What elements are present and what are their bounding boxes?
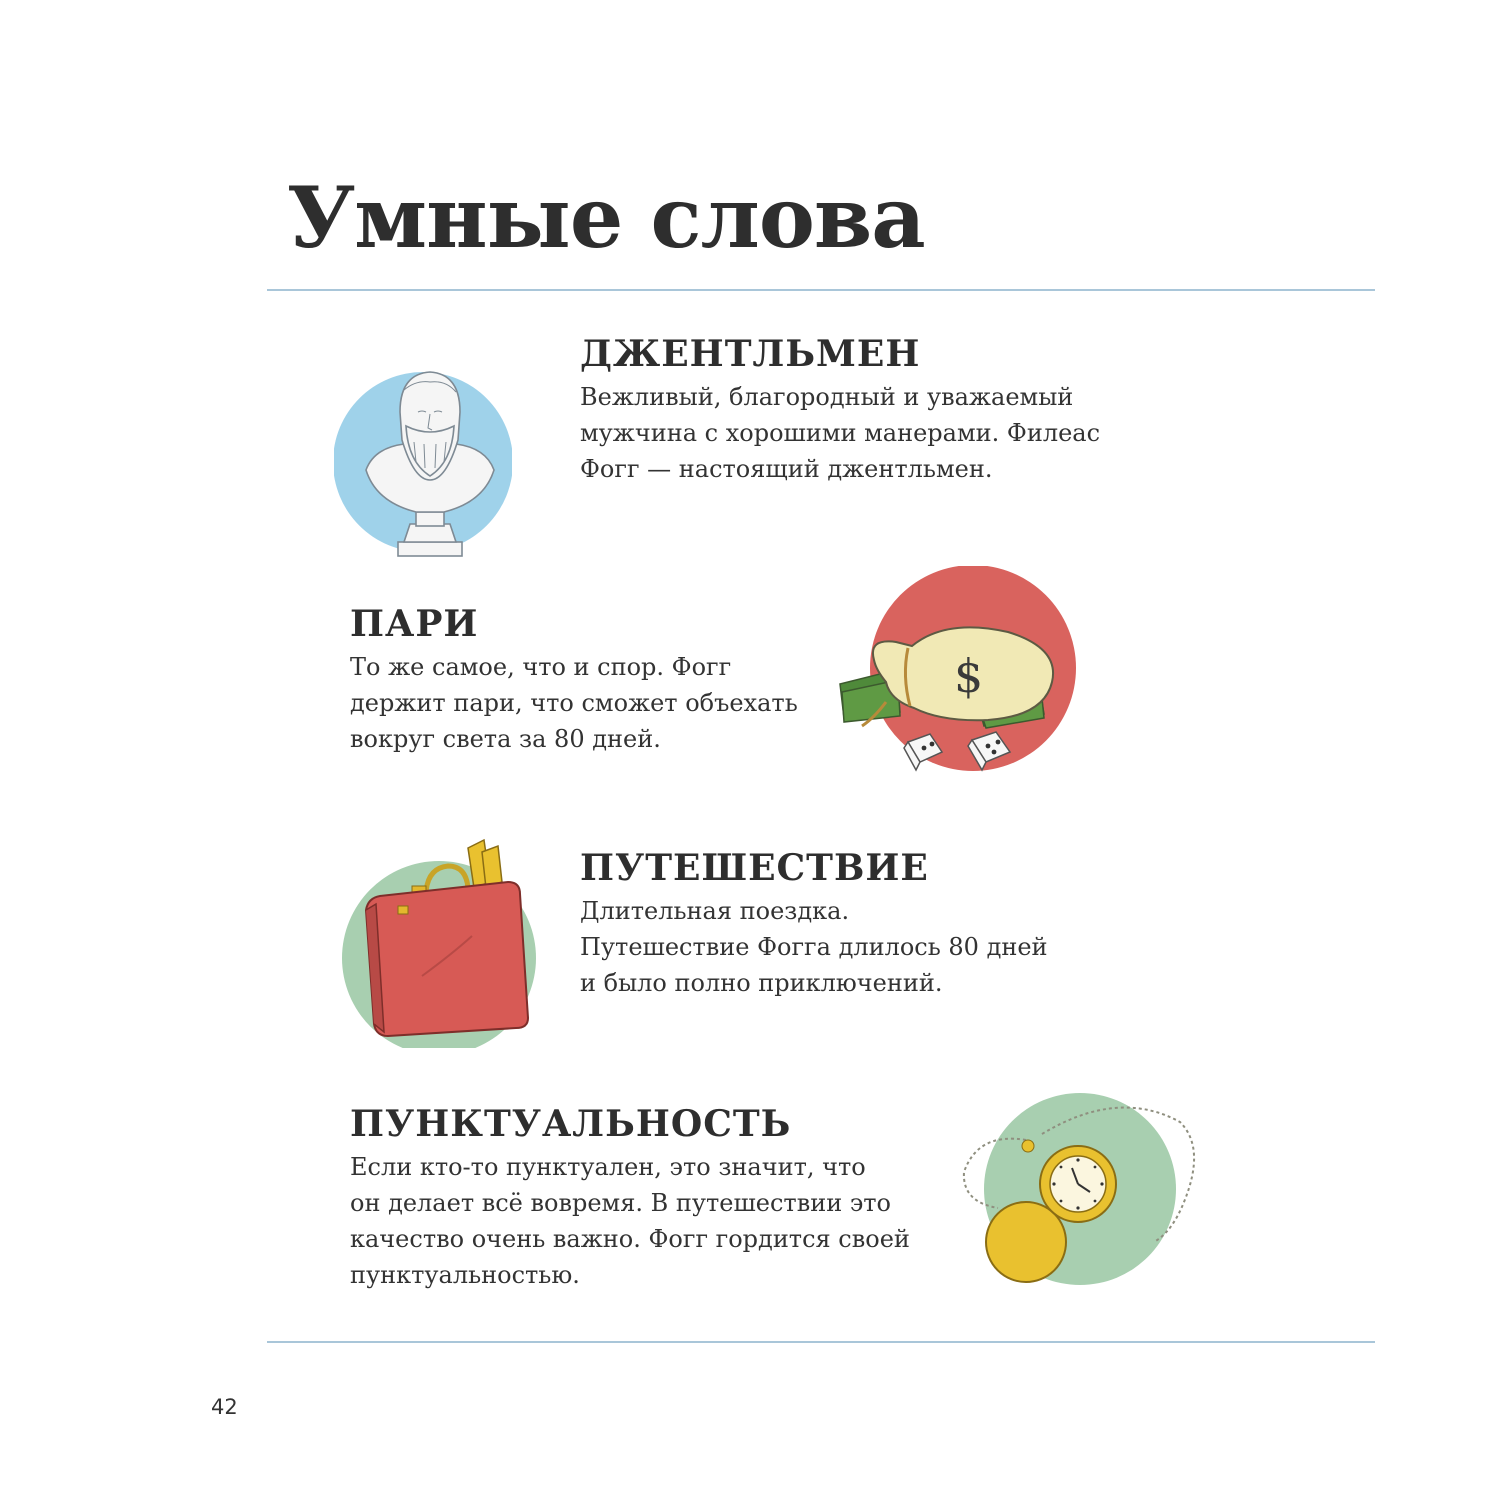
bottom-divider bbox=[267, 1341, 1375, 1343]
pocket-watch-icon bbox=[958, 1092, 1208, 1292]
term-heading: ПУНКТУАЛЬНОСТЬ bbox=[350, 1103, 792, 1145]
page-number: 42 bbox=[211, 1395, 238, 1419]
entry-travel bbox=[580, 848, 1048, 1001]
term-heading: ПУТЕШЕСТВИЕ bbox=[580, 847, 929, 889]
top-divider bbox=[267, 289, 1375, 291]
term-definition: Вежливый, благородный и уважаемый мужчина с хорошими манерами. Филеас Фогг — настоящий джентльмен. bbox=[580, 383, 1101, 484]
money-bag-icon bbox=[838, 566, 1088, 780]
dollar-sign: $ bbox=[954, 649, 984, 703]
entry-punctuality bbox=[350, 1104, 910, 1293]
entry-gentleman bbox=[580, 334, 1100, 487]
entry-bet bbox=[350, 604, 798, 757]
term-heading: ПАРИ bbox=[350, 603, 479, 645]
term-definition: Если кто-то пунктуален, это значит, что он делает всё вовремя. В путешествии это качество очень важно. Фогг гордится своей пунктуальностью. bbox=[350, 1153, 910, 1290]
suitcase-icon bbox=[332, 836, 538, 1048]
bust-statue-icon bbox=[334, 352, 512, 564]
page-title: Умные слова bbox=[287, 168, 925, 267]
term-definition: Длительная поездка. Путешествие Фогга длилось 80 дней и было полно приключений. bbox=[580, 897, 1048, 998]
term-heading: ДЖЕНТЛЬМЕН bbox=[580, 333, 921, 375]
term-definition: То же самое, что и спор. Фогг держит пари, что сможет объехать вокруг света за 80 дней. bbox=[350, 653, 798, 754]
